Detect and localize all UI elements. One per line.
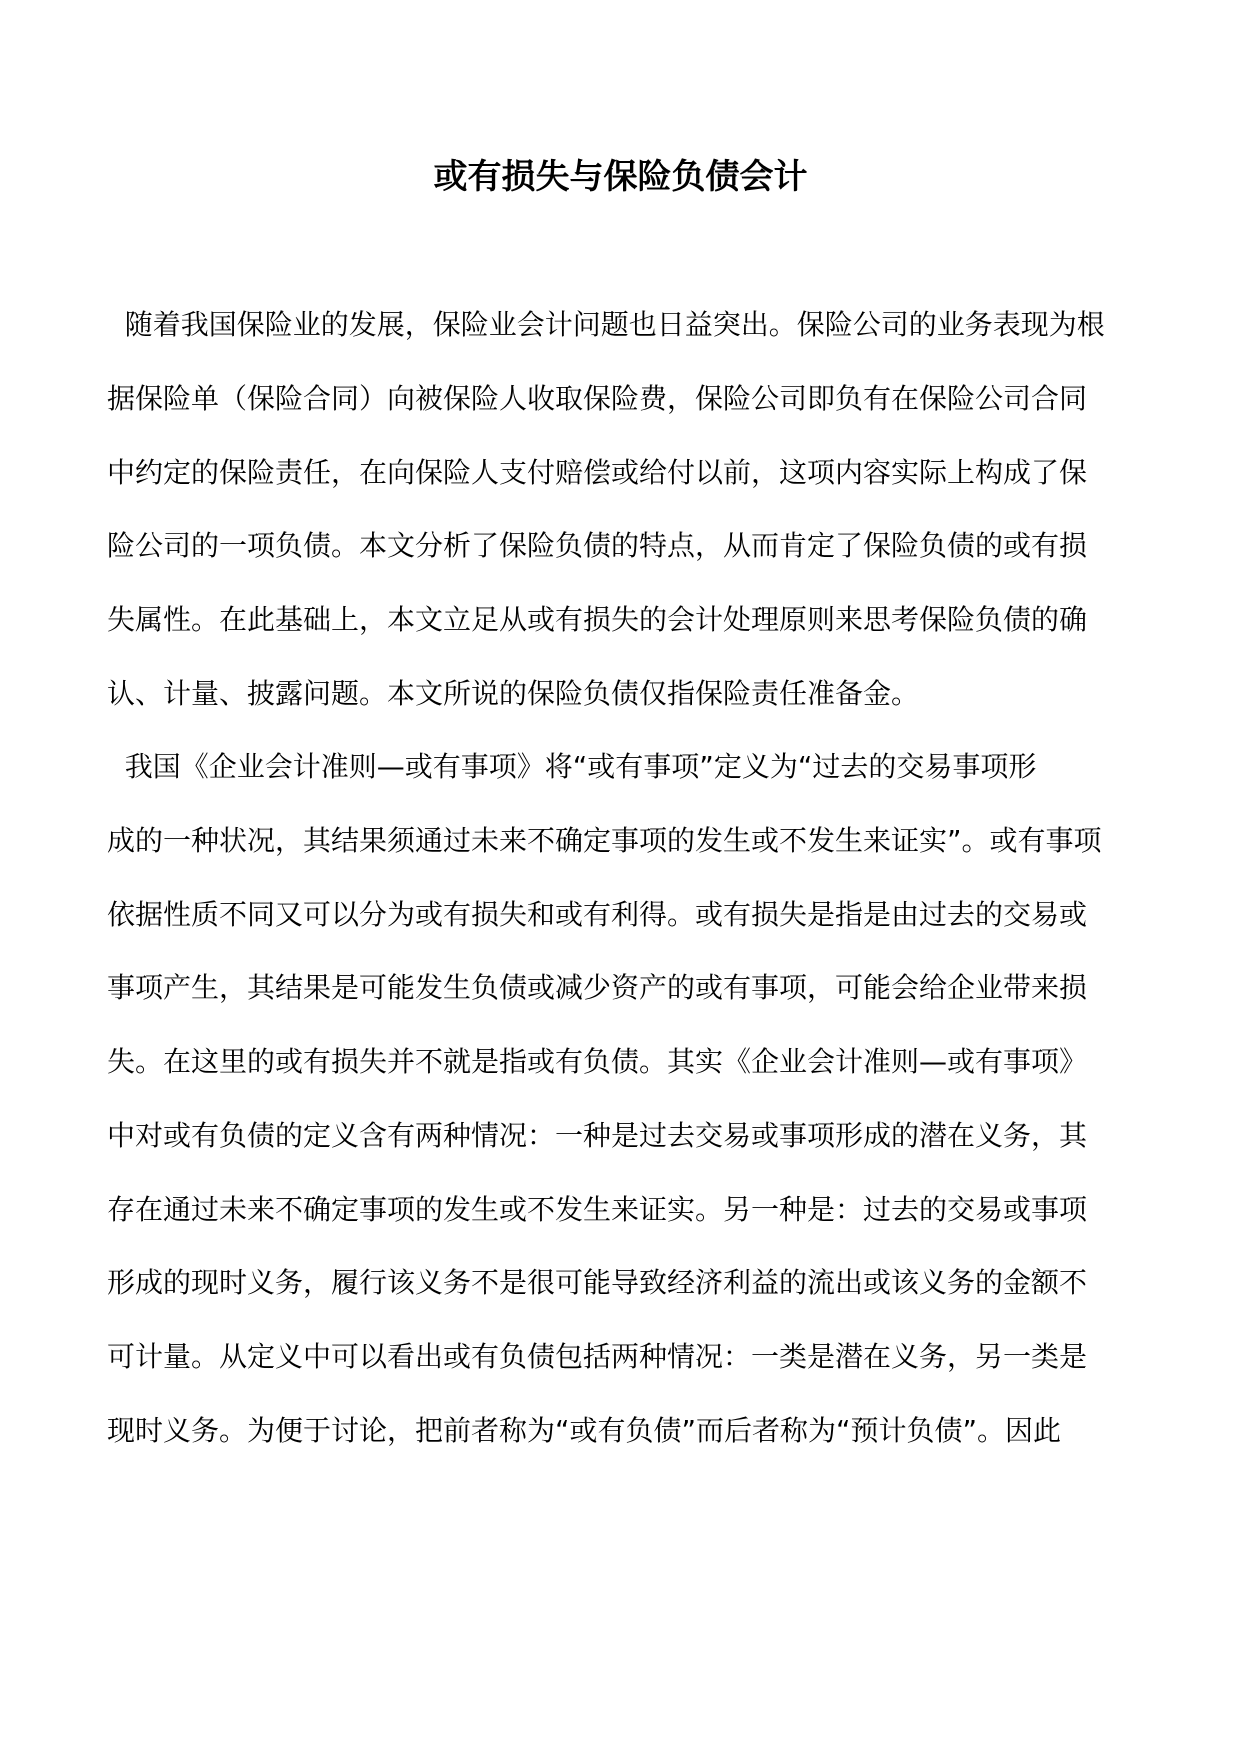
text-line: 可计量。从定义中可以看出或有负债包括两种情况：一类是潜在义务，另一类是 bbox=[107, 1340, 1088, 1373]
text-line: 失。在这里的或有损失并不就是指或有负债。其实《企业会计准则—或有事项》 bbox=[107, 1045, 1088, 1078]
text-line: 事项产生，其结果是可能发生负债或减少资产的或有事项，可能会给企业带来损 bbox=[107, 971, 1088, 1004]
text-line: 现时义务。为便于讨论，把前者称为“或有负债”而后者称为“预计负债”。因此 bbox=[107, 1414, 1062, 1447]
text-line: 随着我国保险业的发展，保险业会计问题也日益突出。保险公司的业务表现为根 bbox=[107, 308, 1105, 341]
document-title: 或有损失与保险负债会计 bbox=[433, 157, 808, 197]
text-line: 中约定的保险责任，在向保险人支付赔偿或给付以前，这项内容实际上构成了保 bbox=[107, 456, 1088, 489]
text-line: 险公司的一项负债。本文分析了保险负债的特点，从而肯定了保险负债的或有损 bbox=[107, 529, 1088, 562]
text-line: 形成的现时义务，履行该义务不是很可能导致经济利益的流出或该义务的金额不 bbox=[107, 1266, 1088, 1299]
text-line: 成的一种状况，其结果须通过未来不确定事项的发生或不发生来证实”。或有事项 bbox=[107, 824, 1102, 857]
text-line: 存在通过未来不确定事项的发生或不发生来证实。另一种是：过去的交易或事项 bbox=[107, 1193, 1088, 1226]
text-line: 依据性质不同又可以分为或有损失和或有利得。或有损失是指是由过去的交易或 bbox=[107, 898, 1088, 931]
text-line: 中对或有负债的定义含有两种情况：一种是过去交易或事项形成的潜在义务，其 bbox=[107, 1119, 1088, 1152]
text-line: 我国《企业会计准则—或有事项》将“或有事项”定义为“过去的交易事项形 bbox=[107, 750, 1037, 783]
text-line: 认、计量、披露问题。本文所说的保险负债仅指保险责任准备金。 bbox=[107, 677, 920, 710]
text-line: 失属性。在此基础上，本文立足从或有损失的会计处理原则来思考保险负债的确 bbox=[107, 603, 1088, 636]
text-line: 据保险单（保险合同）向被保险人收取保险费，保险公司即负有在保险公司合同 bbox=[107, 382, 1088, 415]
